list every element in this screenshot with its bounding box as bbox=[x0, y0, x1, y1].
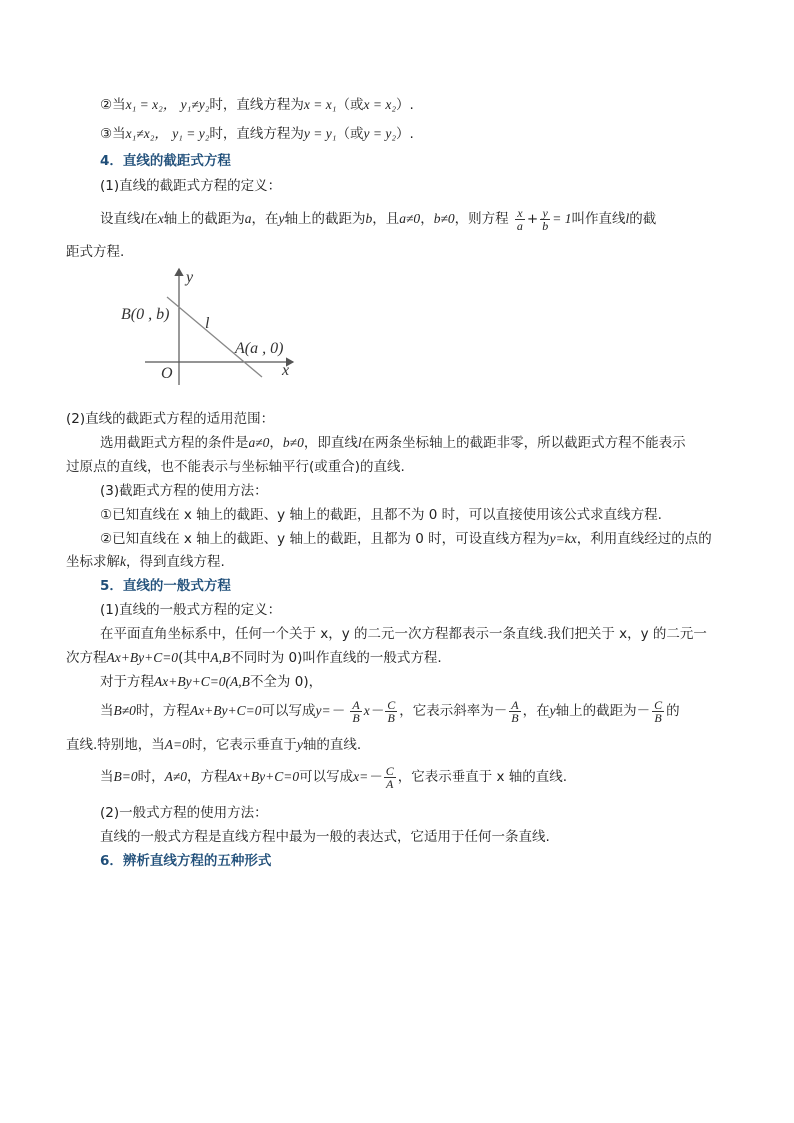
fraction-y-over-b bbox=[540, 207, 550, 232]
text: ，在 bbox=[522, 703, 550, 719]
math: A≠0 bbox=[164, 769, 188, 784]
text: ③当 bbox=[100, 126, 126, 142]
fraction-c-over-a bbox=[384, 765, 396, 790]
s5-use-title: (2)一般式方程的使用方法： bbox=[100, 805, 268, 821]
text: 可以写成 bbox=[261, 703, 316, 719]
math: l bbox=[357, 435, 362, 450]
point-b-label: B(0 , b) bbox=[121, 306, 170, 323]
s5-p1 bbox=[100, 673, 322, 691]
case-3-line bbox=[100, 125, 414, 143]
text: 设直线 bbox=[100, 211, 141, 227]
text: 次方程 bbox=[66, 650, 107, 666]
math: B=0 bbox=[113, 769, 138, 784]
section-6-heading: 6．辨析直线方程的五种形式 bbox=[100, 853, 272, 869]
text: ， bbox=[420, 211, 434, 227]
text: 轴上的截距为 bbox=[163, 211, 245, 227]
text: ②已知直线在 x 轴上的截距、y 轴上的截距，且都为 0 时，可设直线方程为 bbox=[100, 531, 550, 547]
math: l bbox=[625, 211, 630, 226]
text: 在两条坐标轴上的截距非零，所以截距式方程不能表示 bbox=[361, 435, 686, 451]
math: A=0 bbox=[164, 737, 189, 752]
line-l bbox=[167, 297, 262, 377]
section-4-heading: 4．直线的截距式方程 bbox=[100, 153, 231, 169]
math: a bbox=[244, 211, 252, 226]
text: ）. bbox=[396, 126, 414, 142]
math: y₁≠y₂ bbox=[180, 97, 210, 112]
text: ， bbox=[269, 435, 283, 451]
s4-range-line2: 过原点的直线，也不能表示与坐标轴平行(或重合)的直线. bbox=[66, 459, 405, 475]
section-5-heading: 5．直线的一般式方程 bbox=[100, 578, 231, 594]
numerator: x bbox=[515, 207, 525, 220]
text: 叫作直线 bbox=[571, 211, 626, 227]
numerator: C bbox=[654, 697, 663, 712]
text: ，利用直线经过的点的 bbox=[576, 531, 712, 547]
text: 的 bbox=[666, 703, 680, 719]
text: ，且 bbox=[372, 211, 400, 227]
math: y bbox=[549, 703, 556, 718]
text: 在 bbox=[144, 211, 158, 227]
text: 对于方程 bbox=[100, 674, 154, 690]
numerator: C bbox=[387, 697, 396, 712]
text: 可以写成 bbox=[299, 769, 354, 785]
text: 时， bbox=[137, 769, 165, 785]
plus-sign: + bbox=[526, 211, 539, 227]
math: x=－ bbox=[353, 769, 382, 784]
text: ，得到直线方程. bbox=[126, 554, 225, 570]
text: 时，方程 bbox=[135, 703, 190, 719]
text: 坐标求解 bbox=[66, 554, 120, 570]
denominator: B bbox=[352, 710, 360, 725]
numerator: A bbox=[352, 697, 360, 712]
denominator: b bbox=[542, 218, 549, 233]
text: ，方程 bbox=[187, 769, 228, 785]
text: 时，它表示垂直于 bbox=[188, 737, 297, 753]
text: 当 bbox=[100, 769, 114, 785]
text: ②当 bbox=[100, 97, 126, 113]
math: B≠0 bbox=[113, 703, 136, 718]
text: 直线.特别地，当 bbox=[66, 737, 165, 753]
math: x = x₁ bbox=[303, 97, 337, 112]
math: x－ bbox=[363, 703, 384, 718]
s5-def-title: (1)直线的一般式方程的定义： bbox=[100, 602, 282, 618]
math: = 1 bbox=[552, 211, 572, 226]
math: y bbox=[296, 737, 303, 752]
denominator: B bbox=[654, 710, 662, 725]
s4-use-3 bbox=[66, 553, 225, 571]
denominator: a bbox=[516, 218, 523, 233]
math: Ax+By+C=0(A,B bbox=[154, 674, 250, 689]
math: x₁≠x₂， bbox=[125, 126, 168, 141]
text: （或 bbox=[336, 126, 364, 142]
math: l bbox=[140, 211, 145, 226]
math: y=kx bbox=[549, 531, 577, 546]
math: a≠0 bbox=[248, 435, 270, 450]
numerator: A bbox=[511, 697, 519, 712]
text: 选用截距式方程的条件是 bbox=[100, 435, 249, 451]
text: 轴上的截距为 bbox=[284, 211, 366, 227]
s4-def-line bbox=[100, 206, 656, 232]
y-axis-label: y bbox=[186, 269, 194, 286]
text: (其中 bbox=[178, 650, 211, 666]
text: ，则方程 bbox=[454, 211, 509, 227]
origin-label: O bbox=[161, 365, 173, 382]
text: 不同时为 0)叫作直线的一般式方程. bbox=[230, 650, 442, 666]
case-2-line bbox=[100, 96, 414, 114]
text: 当 bbox=[100, 703, 114, 719]
math: b≠0 bbox=[282, 435, 304, 450]
math: y=－ bbox=[315, 703, 345, 718]
math: y bbox=[278, 211, 285, 226]
s4-def-title: (1)直线的截距式方程的定义： bbox=[100, 178, 282, 194]
s5-p2 bbox=[100, 698, 680, 724]
fraction-a-over-b bbox=[350, 699, 361, 724]
fraction-c-over-b bbox=[385, 699, 397, 724]
math: y = y₂ bbox=[363, 126, 397, 141]
math: y₁ = y₂ bbox=[172, 126, 210, 141]
math: b bbox=[365, 211, 373, 226]
math: b≠0 bbox=[433, 211, 455, 226]
fraction-a-over-b bbox=[509, 699, 520, 724]
text: 不全为 0)， bbox=[249, 674, 323, 690]
text: 轴上的截距为－ bbox=[555, 703, 651, 719]
x-axis-label: x bbox=[282, 362, 290, 379]
fraction-x-over-a bbox=[515, 207, 525, 232]
math: x = x₂ bbox=[363, 97, 397, 112]
text: ，在 bbox=[251, 211, 279, 227]
text: ）. bbox=[396, 97, 414, 113]
math: A,B bbox=[210, 650, 231, 665]
math: x₁ = x₂， bbox=[125, 97, 177, 112]
point-a-label: A(a , 0) bbox=[235, 340, 284, 357]
text: 轴的直线. bbox=[302, 737, 362, 753]
math: a≠0 bbox=[399, 211, 421, 226]
s5-p3 bbox=[66, 736, 361, 754]
s4-use-2 bbox=[100, 530, 712, 548]
s4-def-tail: 距式方程. bbox=[66, 244, 125, 260]
text: ，即直线 bbox=[303, 435, 358, 451]
s5-p4 bbox=[100, 764, 567, 790]
denominator: B bbox=[511, 710, 519, 725]
math: x bbox=[157, 211, 164, 226]
numerator: C bbox=[385, 763, 394, 778]
text: 时，直线方程为 bbox=[209, 126, 304, 142]
math: Ax+By+C=0 bbox=[227, 769, 300, 784]
s5-use-1: 直线的一般式方程是直线方程中最为一般的表达式，它适用于任何一条直线. bbox=[100, 829, 550, 845]
math: k bbox=[120, 554, 126, 569]
s4-range-title: (2)直线的截距式方程的适用范围： bbox=[66, 411, 275, 427]
fraction-c-over-b bbox=[652, 699, 664, 724]
s5-def-2 bbox=[66, 649, 442, 667]
math: Ax+By+C=0 bbox=[189, 703, 262, 718]
intercept-figure bbox=[115, 265, 305, 390]
denominator: A bbox=[386, 776, 394, 791]
math: Ax+By+C=0 bbox=[106, 650, 179, 665]
text: ，它表示斜率为－ bbox=[399, 703, 508, 719]
math: y = y₁ bbox=[303, 126, 337, 141]
numerator: y bbox=[540, 207, 550, 220]
text: 时，直线方程为 bbox=[209, 97, 304, 113]
s4-use-1: ①已知直线在 x 轴上的截距、y 轴上的截距，且都不为 0 时，可以直接使用该公式求直线方程. bbox=[100, 507, 662, 523]
text: （或 bbox=[336, 97, 364, 113]
text: ，它表示垂直于 x 轴的直线. bbox=[397, 769, 568, 785]
s4-range-line1 bbox=[100, 434, 686, 452]
s4-use-title: (3)截距式方程的使用方法： bbox=[100, 483, 268, 499]
text: 的截 bbox=[629, 211, 657, 227]
line-l-label: l bbox=[205, 315, 210, 332]
denominator: B bbox=[387, 710, 395, 725]
s5-def-1: 在平面直角坐标系中，任何一个关于 x，y 的二元一次方程都表示一条直线.我们把关于 x，y 的二元一 bbox=[100, 626, 707, 642]
